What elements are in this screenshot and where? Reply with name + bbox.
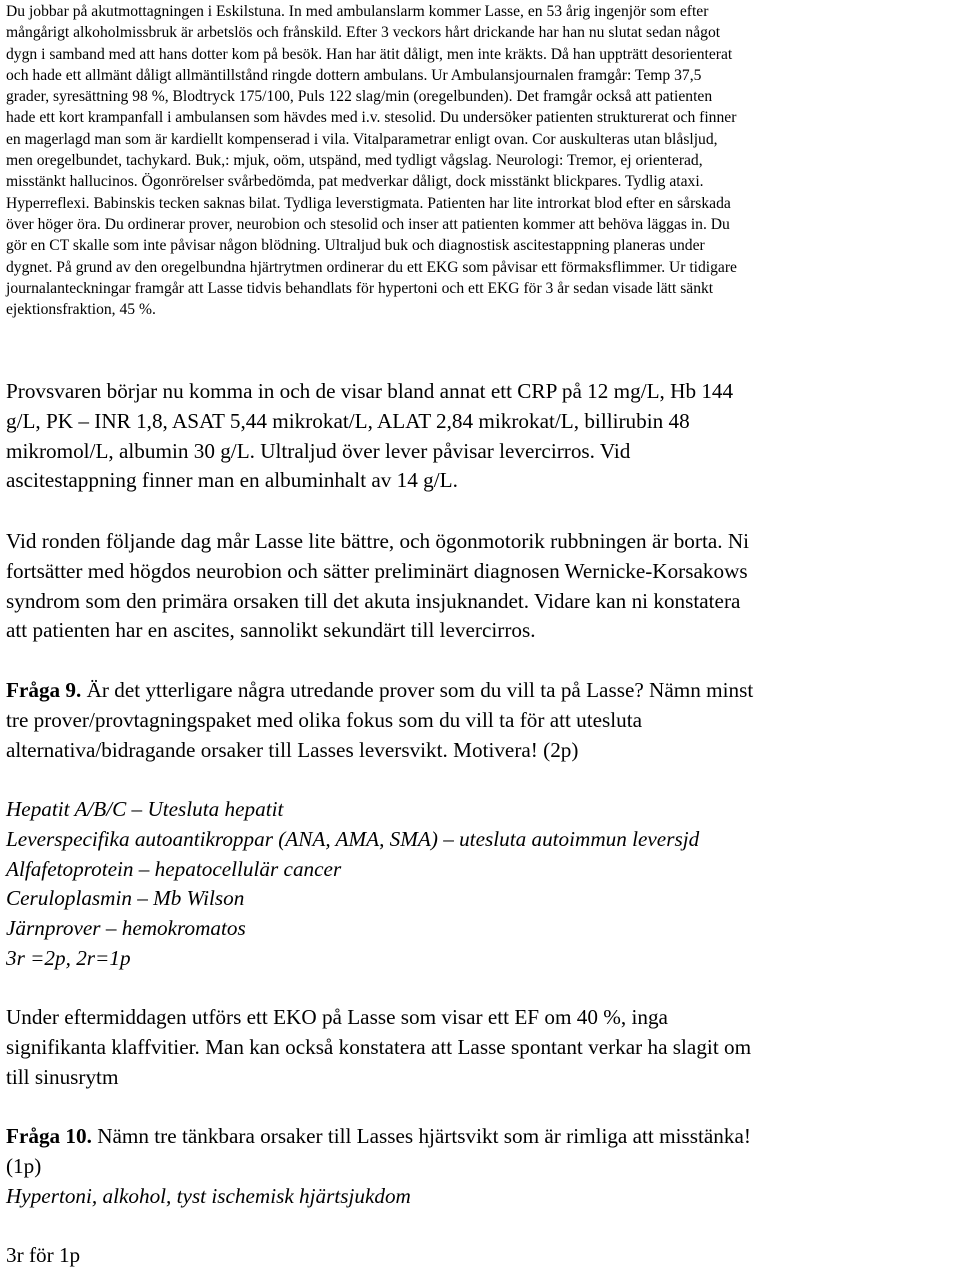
case-line: journalanteckningar framgår att Lasse tidvis behandlats för hypertoni och ett EKG för 3 år sedan visade lätt sänkt [6,279,714,297]
question-9-text: Är det ytterligare några utredande prover som du vill ta på Lasse? Nämn minst [81,678,754,702]
paragraph-line: Provsvaren börjar nu komma in och de visar bland annat ett CRP på 12 mg/L, Hb 144 [6,379,734,403]
paragraph-line: mikromol/L, albumin 30 g/L. Ultraljud över lever påvisar levercirros. Vid [6,438,631,463]
scoring-line: 3r för 1p [6,1243,81,1267]
case-line: Hyperreflexi. Babinskis tecken saknas bilat. Tydliga leverstigmata. Patienten har lite introrkat blod efter en sårskada [6,194,731,212]
answer-line: 3r =2p, 2r=1p [6,945,131,970]
case-line: över höger öra. Du ordinerar prover, neurobion och stesolid och inser att patienten kommer att behöva läggas in. Du [6,215,730,233]
case-line: men oregelbundet, tachykard. Buk,: mjuk, oöm, utspänd, med tydligt vågslag. Neurologi: Tremor, ej orienterad, [6,152,703,170]
ward-round-paragraph [6,527,958,646]
case-line: grader, syresättning 98 %, Blodtryck 175/100, Puls 122 slag/min (oregelbunden). Det framgår också att patienten [6,88,713,106]
paragraph-line: Vid ronden följande dag mår Lasse lite bättre, och ögonmotorik rubbningen är borta. Ni [6,529,750,553]
paragraph-line: syndrom som den primära orsaken till det akuta insjuknandet. Vidare kan ni konstatera [6,588,741,613]
case-line: dygn i samband med att hans dotter kom på besök. Han har ätit dåligt, men inte kräkts. Då han uppträtt desorienterat [6,45,733,63]
answer-line: Hepatit A/B/C – Utesluta hepatit [6,797,284,821]
case-line: hade ett kort krampanfall i ambulansen som hävdes med i.v. stesolid. Du undersöker patienten strukturerat och finner [6,109,737,127]
lab-results-paragraph [6,377,958,496]
paragraph-line: till sinusrytm [6,1064,119,1089]
eko-paragraph [6,1003,958,1092]
paragraph-line: Under eftermiddagen utförs ett EKO på Lasse som visar ett EF om 40 %, inga [6,1005,668,1029]
question-10-label: Fråga 10. [6,1124,92,1148]
case-line: ejektionsfraktion, 45 %. [6,301,156,319]
paragraph-line: ascitestappning finner man en albuminhalt av 14 g/L. [6,468,458,493]
scoring-10 [6,1241,958,1271]
paragraph-line: att patienten har en ascites, sannolikt sekundärt till levercirros. [6,618,536,643]
case-line: och hade ett allmänt dåligt allmäntillstånd ringde dottern ambulans. Ur Ambulansjournalen framgår: Temp 37,5 [6,66,702,84]
case-line: misstänkt hallucinos. Ögonrörelser svårbedömda, pat medverkar dåligt, dock misstänkt blickpares. Tydlig ataxi. [6,173,704,191]
paragraph-line: fortsätter med högdos neurobion och sätter preliminärt diagnosen Wernicke-Korsakows [6,558,748,583]
answer-line: Alfafetoprotein – hepatocellulär cancer [6,856,342,881]
paragraph-line: g/L, PK – INR 1,8, ASAT 5,44 mikrokat/L, ALAT 2,84 mikrokat/L, billirubin 48 [6,408,690,433]
case-line: gör en CT skalle som inte påvisar någon blödning. Ultraljud buk och diagnostisk ascitestappning planeras under [6,237,705,255]
question-10-line [6,1122,958,1152]
answer-line: Järnprover – hemokromatos [6,916,246,941]
question-9-line: tre prover/provtagningspaket med olika fokus som du vill ta för att utesluta [6,707,643,732]
answer-9 [6,795,958,974]
case-line: en magerlagd man som är kardiellt kompenserad i vila. Vitalparametrar enligt ovan. Cor auskulteras utan blåsljud, [6,130,718,148]
answer-10: Hypertoni, alkohol, tyst ischemisk hjärtsjukdom [6,1183,411,1208]
question-10 [6,1122,958,1211]
case-line: mångårigt alkoholmissbruk är arbetslös och frånskild. Efter 3 veckors hårt drickande har han nu slutat sedan något [6,24,721,42]
case-description [6,1,958,320]
case-line: Du jobbar på akutmottagningen i Eskilstuna. In med ambulanslarm kommer Lasse, en 53 årig ingenjör som efter [6,3,709,20]
question-10-line: (1p) [6,1153,42,1178]
paragraph-line: signifikanta klaffvitier. Man kan också konstatera att Lasse spontant verkar ha slagit om [6,1034,752,1059]
question-9-label: Fråga 9. [6,678,82,702]
answer-line: Leverspecifika autoantikroppar (ANA, AMA, SMA) – utesluta autoimmun leversjd [6,826,700,851]
case-line: dygnet. På grund av den oregelbundna hjärtrytmen ordinerar du ett EKG som påvisar ett förmaksflimmer. Ur tidigare [6,258,737,276]
answer-line: Ceruloplasmin – Mb Wilson [6,886,245,911]
question-10-text: Nämn tre tänkbara orsaker till Lasses hjärtsvikt som är rimliga att misstänka! [91,1124,751,1148]
question-9 [6,676,958,765]
question-9-line: alternativa/bidragande orsaker till Lasses leversvikt. Motivera! (2p) [6,737,579,762]
question-9-line [6,676,958,706]
